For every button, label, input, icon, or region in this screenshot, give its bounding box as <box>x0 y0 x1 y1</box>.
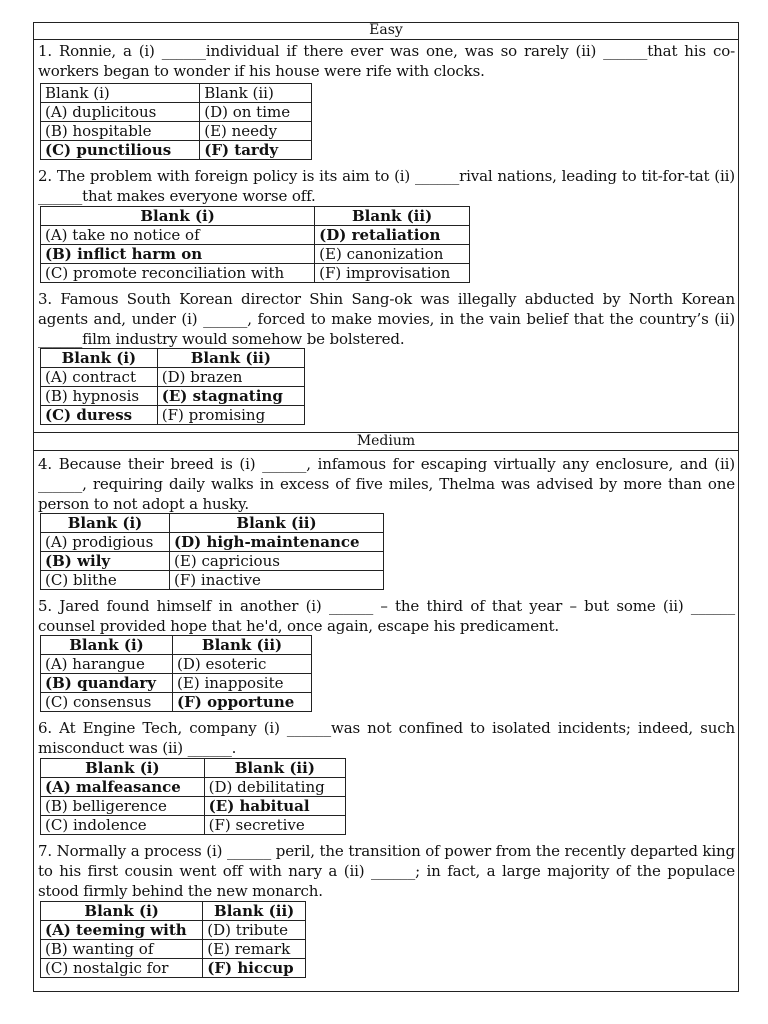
options-header-row <box>41 207 470 226</box>
options-row <box>41 693 312 712</box>
question-4-options <box>40 513 384 590</box>
answer-choice-correct[interactable]: (B) wily <box>41 552 170 571</box>
answer-choice[interactable]: (B) hypnosis <box>41 387 158 406</box>
question-3-text: 3. Famous South Korean director Shin Sang-ok was illegally abducted by North Korean agents and, under (i) ______, forced to make movies, in the vain belief that the country’s (ii) ______film industry would somehow be bolstered. <box>38 290 735 348</box>
question-6-text: 6. At Engine Tech, company (i) ______was not confined to isolated incidents; indeed, such misconduct was (ii) ______. <box>38 719 735 757</box>
options-row <box>41 552 384 571</box>
answer-choice[interactable]: (D) debilitating <box>204 778 345 797</box>
question-7-options <box>40 901 306 978</box>
answer-choice[interactable]: (C) indolence <box>41 816 205 835</box>
question-3-options <box>40 348 305 425</box>
answer-choice[interactable]: (C) blithe <box>41 571 170 590</box>
answer-choice[interactable]: (F) improvisation <box>315 264 470 283</box>
options-row <box>41 674 312 693</box>
answer-choice[interactable]: (D) esoteric <box>173 655 312 674</box>
answer-choice[interactable]: (A) contract <box>41 368 158 387</box>
answer-choice[interactable]: (B) belligerence <box>41 797 205 816</box>
options-header-row <box>41 902 306 921</box>
answer-choice[interactable]: (F) promising <box>157 406 304 425</box>
options-header-row <box>41 349 305 368</box>
answer-choice[interactable]: (E) inapposite <box>173 674 312 693</box>
column-header-blank-ii: Blank (ii) <box>170 514 384 533</box>
column-header-blank-i: Blank (i) <box>41 349 158 368</box>
options-row <box>41 778 346 797</box>
column-header-blank-ii: Blank (ii) <box>173 636 312 655</box>
answer-choice[interactable]: (F) secretive <box>204 816 345 835</box>
options-row <box>41 122 312 141</box>
answer-choice[interactable]: (D) tribute <box>203 921 306 940</box>
answer-choice[interactable]: (A) prodigious <box>41 533 170 552</box>
options-row <box>41 797 346 816</box>
column-header-blank-ii: Blank (ii) <box>200 84 312 103</box>
options-row <box>41 141 312 160</box>
options-row <box>41 264 470 283</box>
column-header-blank-ii: Blank (ii) <box>315 207 470 226</box>
answer-choice[interactable]: (A) take no notice of <box>41 226 315 245</box>
answer-choice[interactable]: (D) on time <box>200 103 312 122</box>
answer-choice[interactable]: (C) nostalgic for <box>41 959 203 978</box>
question-2-text: 2. The problem with foreign policy is its aim to (i) ______rival nations, leading to tit-for-tat (ii) ______that makes everyone worse off. <box>38 167 735 205</box>
answer-choice-correct[interactable]: (E) habitual <box>204 797 345 816</box>
options-row <box>41 387 305 406</box>
column-header-blank-i: Blank (i) <box>41 207 315 226</box>
options-row <box>41 921 306 940</box>
section-heading-easy: Easy <box>33 22 739 40</box>
answer-choice-correct[interactable]: (F) hiccup <box>203 959 306 978</box>
question-1-options <box>40 83 312 160</box>
answer-choice-correct[interactable]: (A) malfeasance <box>41 778 205 797</box>
options-row <box>41 103 312 122</box>
answer-choice[interactable]: (F) inactive <box>170 571 384 590</box>
options-header-row <box>41 636 312 655</box>
options-row <box>41 571 384 590</box>
answer-choice-correct[interactable]: (F) tardy <box>200 141 312 160</box>
column-header-blank-i: Blank (i) <box>41 514 170 533</box>
question-5-options <box>40 635 312 712</box>
question-2-options <box>40 206 470 283</box>
options-row <box>41 226 470 245</box>
options-row <box>41 940 306 959</box>
options-row <box>41 245 470 264</box>
answer-choice[interactable]: (E) capricious <box>170 552 384 571</box>
column-header-blank-ii: Blank (ii) <box>203 902 306 921</box>
options-row <box>41 406 305 425</box>
options-row <box>41 368 305 387</box>
options-header-row <box>41 84 312 103</box>
question-1-text: 1. Ronnie, a (i) ______individual if there ever was one, was so rarely (ii) ______that his co-workers began to wonder if his house were rife with clocks. <box>38 42 735 80</box>
column-header-blank-ii: Blank (ii) <box>204 759 345 778</box>
question-7-text: 7. Normally a process (i) ______ peril, the transition of power from the recently departed king to his first cousin went off with nary a (ii) ______; in fact, a large majority of the populace stood firmly behind the new monarch. <box>38 842 735 900</box>
column-header-blank-ii: Blank (ii) <box>157 349 304 368</box>
question-4-text: 4. Because their breed is (i) ______, infamous for escaping virtually any enclosure, and (ii) ______, requiring daily walks in excess of five miles, Thelma was advised by more than one person to not adopt a husky. <box>38 455 735 513</box>
answer-choice[interactable]: (C) promote reconciliation with <box>41 264 315 283</box>
column-header-blank-i: Blank (i) <box>41 636 173 655</box>
options-header-row <box>41 514 384 533</box>
answer-choice[interactable]: (E) remark <box>203 940 306 959</box>
section-heading-medium: Medium <box>33 432 739 451</box>
answer-choice-correct[interactable]: (A) teeming with <box>41 921 203 940</box>
options-row <box>41 533 384 552</box>
answer-choice-correct[interactable]: (B) quandary <box>41 674 173 693</box>
answer-choice-correct[interactable]: (C) duress <box>41 406 158 425</box>
answer-choice[interactable]: (E) needy <box>200 122 312 141</box>
question-5-text: 5. Jared found himself in another (i) ______ – the third of that year – but some (ii) ______ counsel provided hope that he'd, once again, escape his predicament. <box>38 597 735 635</box>
answer-choice[interactable]: (B) wanting of <box>41 940 203 959</box>
answer-choice-correct[interactable]: (F) opportune <box>173 693 312 712</box>
answer-choice-correct[interactable]: (B) inflict harm on <box>41 245 315 264</box>
options-row <box>41 959 306 978</box>
options-row <box>41 655 312 674</box>
column-header-blank-i: Blank (i) <box>41 84 200 103</box>
column-header-blank-i: Blank (i) <box>41 759 205 778</box>
question-6-options <box>40 758 346 835</box>
answer-choice-correct[interactable]: (D) high-maintenance <box>170 533 384 552</box>
answer-choice[interactable]: (D) brazen <box>157 368 304 387</box>
answer-choice[interactable]: (A) harangue <box>41 655 173 674</box>
answer-choice-correct[interactable]: (C) punctilious <box>41 141 200 160</box>
options-row <box>41 816 346 835</box>
answer-choice-correct[interactable]: (D) retaliation <box>315 226 470 245</box>
answer-choice-correct[interactable]: (E) stagnating <box>157 387 304 406</box>
answer-choice[interactable]: (E) canonization <box>315 245 470 264</box>
answer-choice[interactable]: (B) hospitable <box>41 122 200 141</box>
answer-choice[interactable]: (A) duplicitous <box>41 103 200 122</box>
options-header-row <box>41 759 346 778</box>
answer-choice[interactable]: (C) consensus <box>41 693 173 712</box>
column-header-blank-i: Blank (i) <box>41 902 203 921</box>
